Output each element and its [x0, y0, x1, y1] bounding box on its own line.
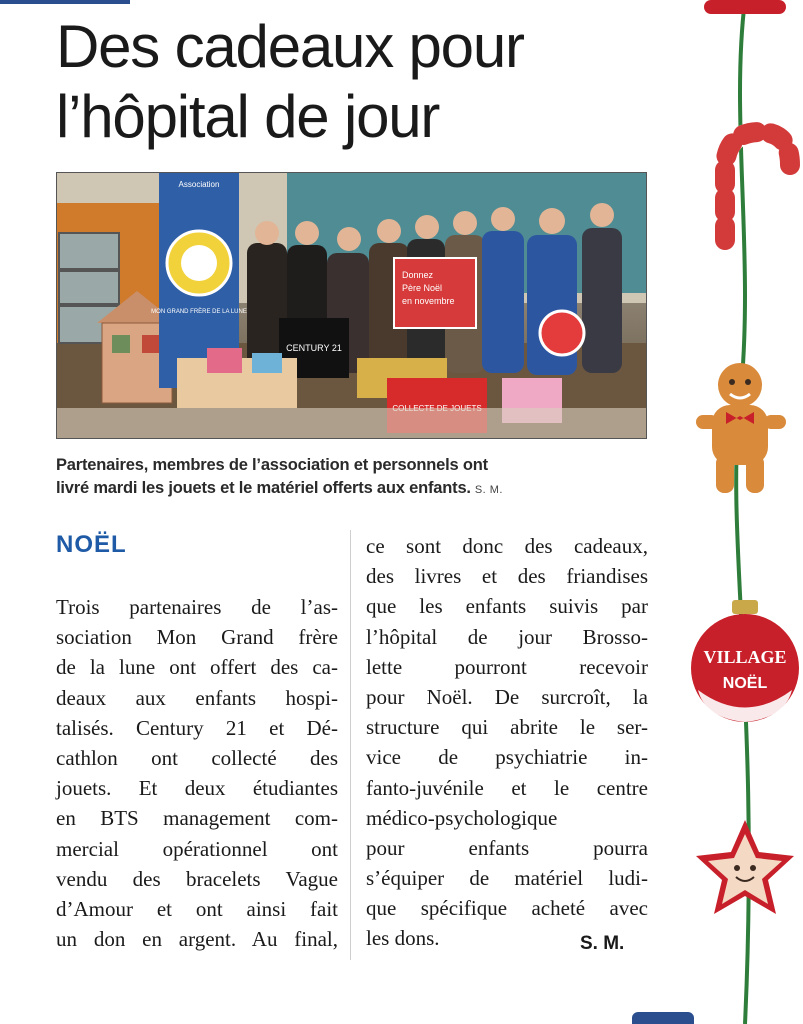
- poster-line-2: Père Noël: [402, 283, 443, 293]
- top-ornament-icon: [704, 0, 786, 14]
- body-line: structure qui abrite le ser-: [366, 715, 648, 740]
- group-photo-illustration: [57, 173, 646, 438]
- banner-logo-text: MON GRAND FRÈRE DE LA LUNE: [151, 309, 247, 315]
- body-line: pour Noël. De surcroît, la: [366, 684, 648, 709]
- author-signature: S. M.: [580, 933, 625, 954]
- page-number-tab: [632, 1012, 694, 1024]
- caption-credit: S. M.: [474, 484, 503, 496]
- body-line: que spécifique acheté avec: [366, 896, 648, 921]
- body-line: en BTS management com-: [56, 806, 338, 831]
- body-line: sociation Mon Grand frère: [56, 625, 338, 650]
- body-line: fanto-juvénile et le centre: [366, 775, 648, 800]
- body-line: s’équiper de matériel ludi-: [366, 866, 648, 891]
- gingerbread-man-icon: [696, 363, 786, 493]
- body-line: mercial opérationnel ont: [56, 836, 338, 861]
- caption-line-2: livré mardi les jouets et le matériel offerts aux enfants.: [56, 479, 471, 497]
- poster-line-3: en novembre: [402, 296, 455, 306]
- header-accent-bar: [0, 0, 130, 4]
- body-line: de la lune ont offert des ca-: [56, 655, 338, 680]
- body-line: d’Amour et ont ainsi fait: [56, 896, 338, 921]
- body-line: un don en argent. Au final,: [56, 927, 338, 952]
- body-line: deaux aux enfants hospi-: [56, 685, 338, 710]
- body-line: l’hôpital de jour Brosso-: [366, 624, 648, 649]
- body-line: Trois partenaires de l’as-: [56, 595, 338, 619]
- christmas-garland: [690, 0, 803, 1024]
- body-line: médico-psychologique: [366, 805, 558, 830]
- banner-top-text: Association: [178, 180, 220, 189]
- body-line: talisés. Century 21 et Dé-: [56, 715, 338, 740]
- article-headline: [56, 12, 676, 152]
- ornament-text-village: VILLAGE: [703, 647, 787, 667]
- body-line: pour enfants pourra: [366, 835, 648, 860]
- body-line: jouets. Et deux étudiantes: [56, 776, 338, 801]
- poster-line-1: Donnez: [402, 270, 434, 280]
- body-column-left: [56, 592, 338, 954]
- body-line: ce sont donc des cadeaux,: [366, 534, 648, 558]
- body-line: des livres et des friandises: [366, 564, 648, 589]
- photo-caption: [56, 454, 656, 502]
- ornament-text-noel: NOËL: [722, 675, 768, 692]
- smiling-star-icon: [696, 820, 794, 914]
- article-photo: [56, 172, 647, 439]
- body-line: vendu des bracelets Vague: [56, 866, 338, 891]
- caption-line-1: Partenaires, membres de l’association et personnels ont: [56, 456, 488, 474]
- body-line: vice de psychiatrie in-: [366, 745, 648, 770]
- body-line: cathlon ont collecté des: [56, 745, 338, 770]
- headline-line-2: l’hôpital de jour: [56, 83, 440, 150]
- column-divider: [350, 530, 351, 960]
- body-line: lette pourront recevoir: [366, 654, 648, 679]
- section-kicker: NOËL: [56, 531, 127, 558]
- body-line: que les enfants suivis par: [366, 594, 648, 619]
- candy-cane-icon: [725, 132, 790, 240]
- body-column-right: [366, 531, 648, 954]
- headline-line-1: Des cadeaux pour: [56, 13, 524, 80]
- bag-text: CENTURY 21: [286, 343, 342, 353]
- body-line: les dons.: [366, 926, 440, 951]
- village-noel-ornament-icon: [691, 600, 799, 722]
